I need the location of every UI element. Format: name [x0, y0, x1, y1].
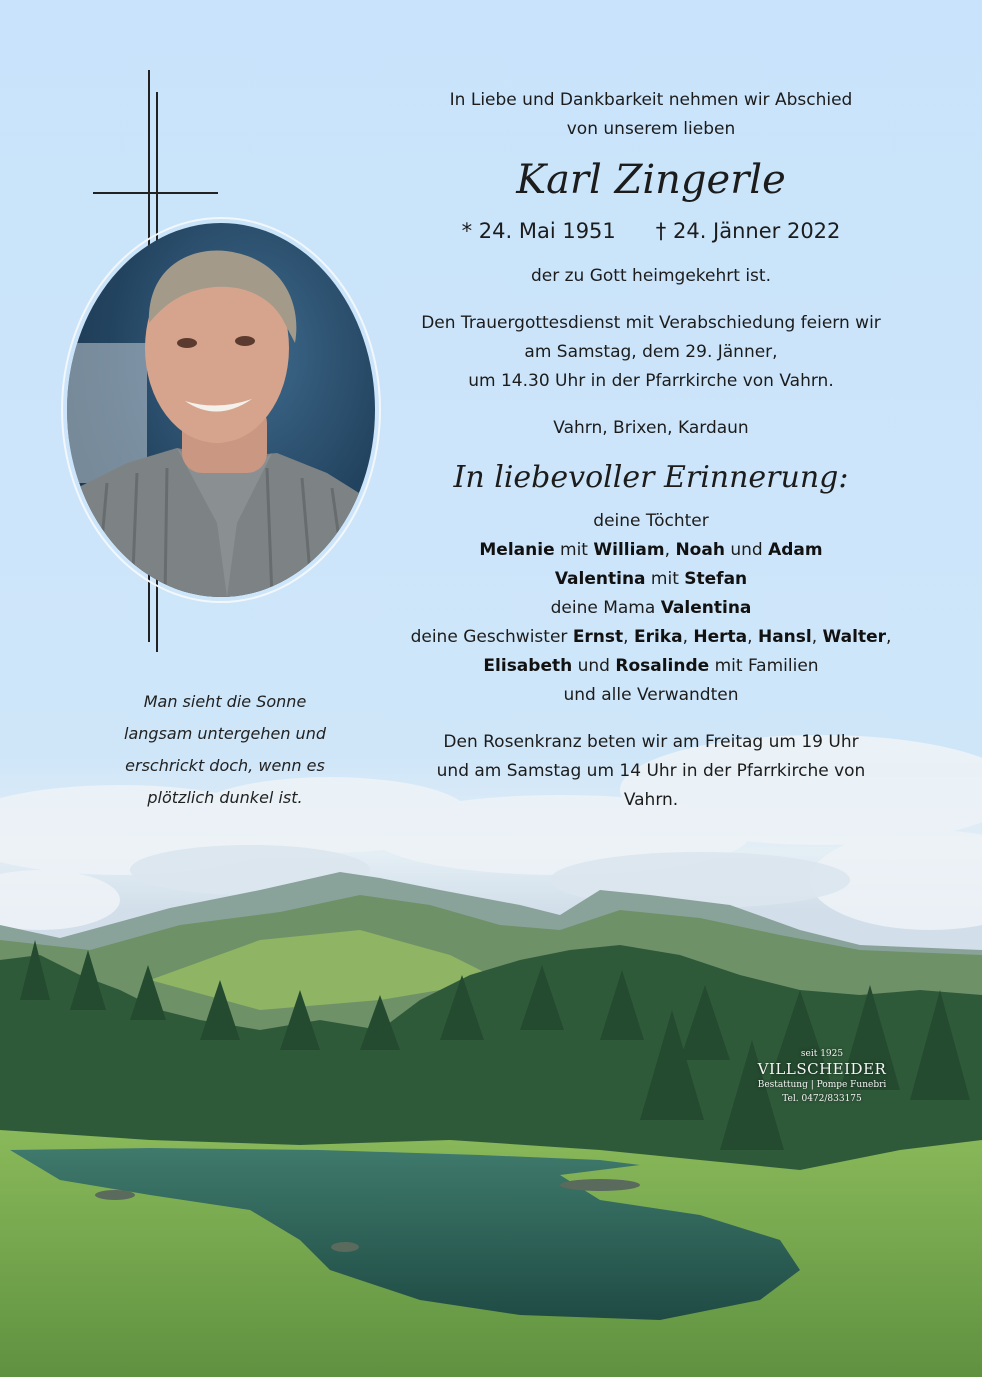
logo-brand: VILLSCHEIDER	[757, 1060, 887, 1078]
life-dates	[410, 216, 892, 246]
rosary-line-1: Den Rosenkranz beten wir am Freitag um 19 Uhr	[443, 732, 859, 752]
logo-since: seit 1925	[800, 1049, 844, 1059]
intro-line-1: In Liebe und Dankbarkeit nehmen wir Abschied	[449, 90, 853, 110]
quote-line-3: erschrickt doch, wenn es	[125, 756, 325, 775]
logo-subtitle: Bestattung | Pompe Funebri	[757, 1080, 887, 1090]
obituary-text	[410, 86, 892, 815]
logo-phone: Tel. 0472/833175	[782, 1094, 862, 1104]
mourner-line-1: Melanie mit William, Noah und Adam	[479, 540, 823, 560]
portrait-photo	[67, 223, 375, 597]
funeral-home-logo	[752, 1048, 892, 1106]
memory-heading: In liebevoller Erinnerung:	[453, 460, 849, 495]
daughters-label: deine Töchter	[593, 511, 709, 531]
birth-date: * 24. Mai 1951	[461, 219, 616, 243]
memorial-quote	[100, 686, 350, 814]
quote-line-4: plötzlich dunkel ist.	[147, 788, 303, 807]
rosary-line-2: und am Samstag um 14 Uhr in der Pfarrkirche von Vahrn.	[436, 761, 866, 810]
service-line-2: am Samstag, dem 29. Jänner,	[524, 342, 778, 362]
mourner-line-3: deine Mama Valentina	[550, 598, 752, 618]
intro-line-2: von unserem lieben	[566, 119, 736, 139]
quote-line-2: langsam untergehen und	[124, 724, 326, 743]
service-line-3: um 14.30 Uhr in der Pfarrkirche von Vahrn.	[468, 371, 834, 391]
service-line-1: Den Trauergottesdienst mit Verabschiedung feiern wir	[421, 313, 881, 333]
homecoming-text: der zu Gott heimgekehrt ist.	[530, 266, 771, 286]
deceased-name: Karl Zingerle	[516, 157, 786, 203]
quote-line-1: Man sieht die Sonne	[143, 692, 307, 711]
mourner-line-5: Elisabeth und Rosalinde mit Familien	[483, 656, 819, 676]
mourner-line-2: Valentina mit Stefan	[554, 569, 748, 589]
death-date: † 24. Jänner 2022	[655, 219, 841, 243]
places: Vahrn, Brixen, Kardaun	[553, 418, 749, 438]
cross-horizontal-line	[93, 192, 218, 194]
relatives: und alle Verwandten	[563, 685, 739, 705]
mourner-line-4: deine Geschwister Ernst, Erika, Herta, Hansl, Walter,	[410, 627, 892, 647]
